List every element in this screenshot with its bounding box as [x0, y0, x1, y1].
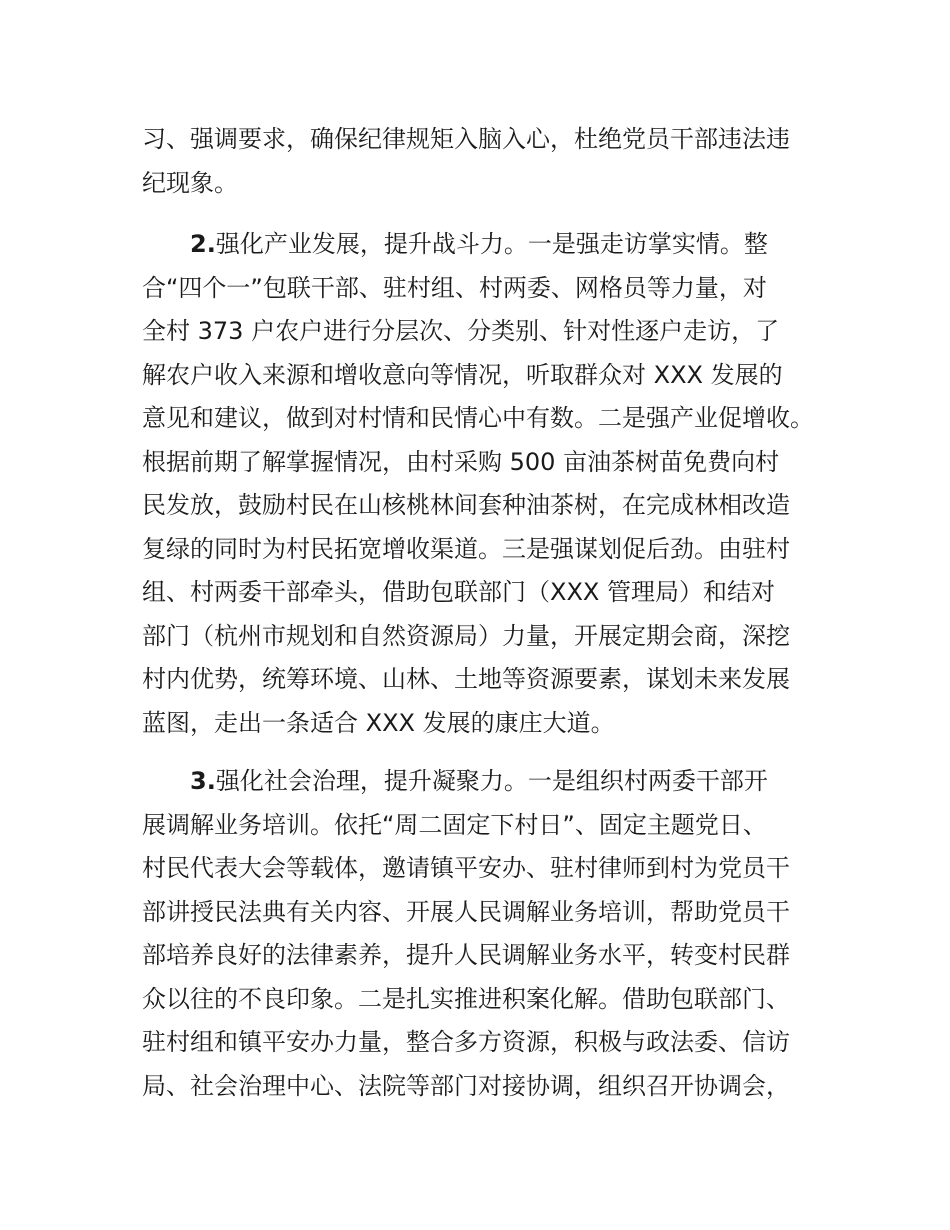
- text-line: 村民代表大会等载体，邀请镇平安办、驻村律师到村为党员干: [142, 854, 790, 882]
- section-heading-text: 强化社会治理，提升凝聚力。一是组织村两委干部开: [215, 767, 768, 795]
- text-line: 意见和建议，做到对村情和民情心中有数。二是强产业促增收。: [142, 404, 814, 432]
- text-line: 部培养良好的法律素养，提升人民调解业务水平，转变村民群: [142, 941, 790, 969]
- text-line: 局、社会治理中心、法院等部门对接协调，组织召开协调会，: [142, 1071, 790, 1100]
- text-line: 纪现象。: [142, 168, 238, 197]
- section-number: 3.: [190, 767, 216, 795]
- paragraph-3: [142, 760, 842, 1108]
- paragraph-first-line: [142, 223, 842, 267]
- text-line: 驻村组和镇平安办力量，整合多方资源，积极与政法委、信访: [142, 1028, 790, 1056]
- text-line: 组、村两委干部牵头，借助包联部门（XXX 管理局）和结对: [142, 578, 775, 606]
- text-line: 部讲授民法典有关内容、开展人民调解业务培训，帮助党员干: [142, 897, 790, 926]
- text-line: 合“四个一”包联干部、驻村组、村两委、网格员等力量，对: [142, 273, 767, 302]
- text-line: 习、强调要求，确保纪律规矩入脑入心，杜绝党员干部违法违: [142, 125, 790, 153]
- text-line: 复绿的同时为村民拓宽增收渠道。三是强谋划促后劲。由驻村: [142, 534, 790, 563]
- text-line: 众以往的不良印象。二是扎实推进积案化解。借助包联部门、: [142, 984, 790, 1013]
- section-number: 2.: [190, 230, 216, 258]
- paragraph-2: [142, 223, 842, 745]
- text-line: 根据前期了解掌握情况，由村采购 500 亩油茶树苗免费向村: [142, 447, 780, 476]
- text-line: 村内优势，统筹环境、山林、土地等资源要素，谋划未来发展: [142, 665, 790, 693]
- text-line: 全村 373 户农户进行分层次、分类别、针对性逐户走访，了: [142, 317, 780, 345]
- text-line: 民发放，鼓励村民在山核桃林间套种油茶树，在完成林相改造: [142, 491, 790, 519]
- text-line: 展调解业务培训。依托“周二固定下村日”、固定主题党日、: [142, 810, 767, 839]
- paragraph-first-line: [142, 760, 842, 804]
- text-line: 解农户收入来源和增收意向等情况，听取群众对 XXX 发展的: [142, 360, 783, 389]
- paragraph-1-continuation: [142, 118, 842, 205]
- text-line: 部门（杭州市规划和自然资源局）力量，开展定期会商，深挖: [142, 621, 790, 650]
- section-heading-text: 强化产业发展，提升战斗力。一是强走访掌实情。整: [215, 230, 768, 258]
- text-line: 蓝图，走出一条适合 XXX 发展的康庄大道。: [142, 708, 615, 737]
